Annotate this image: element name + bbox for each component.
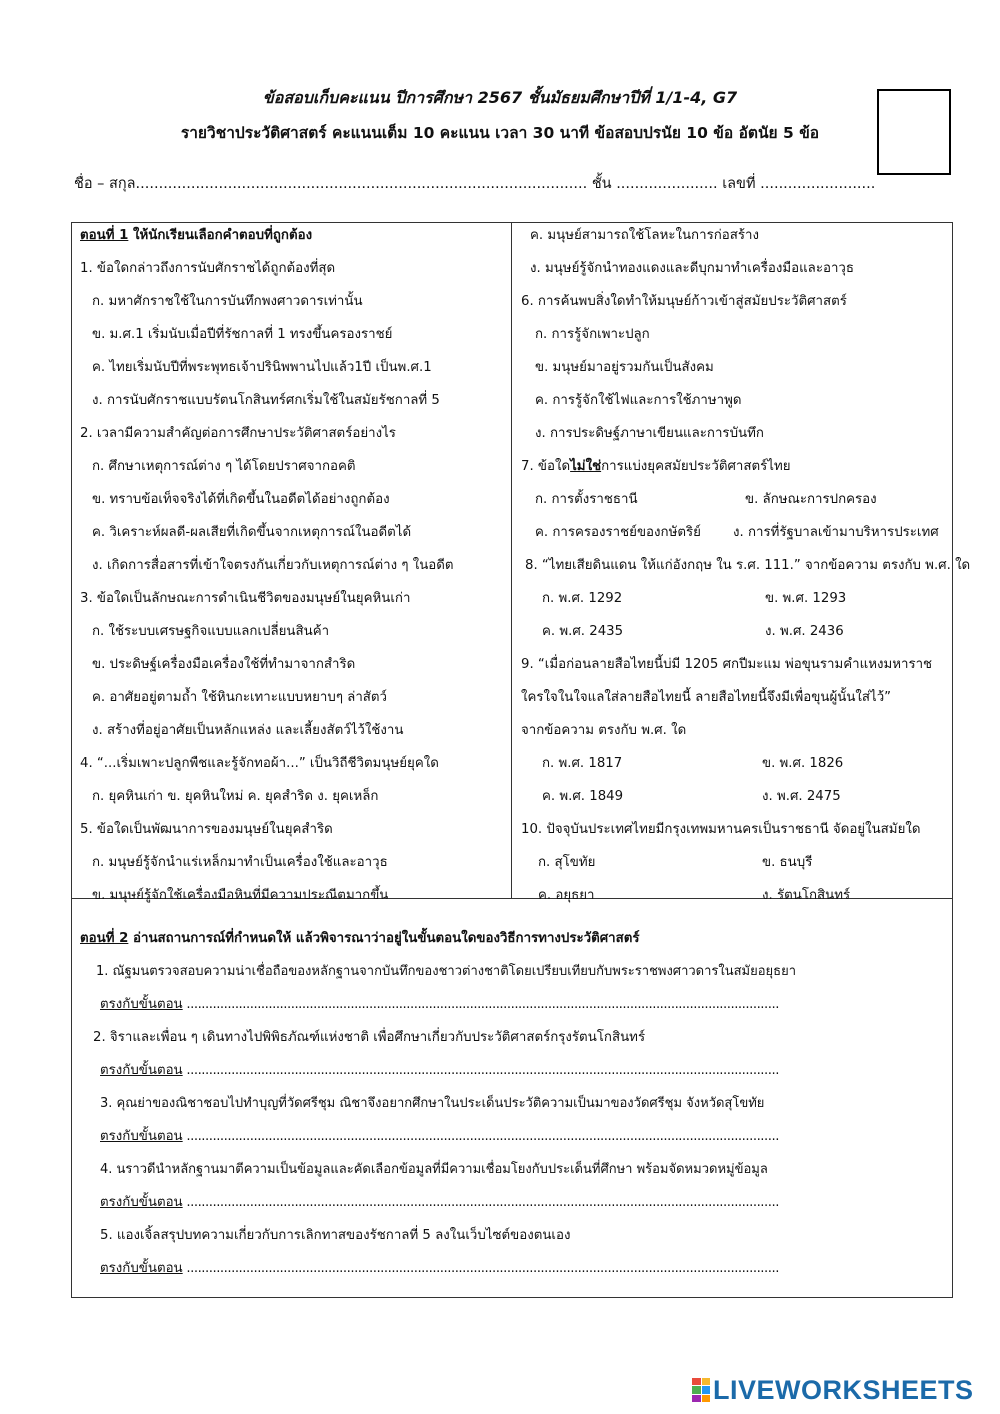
q3-option-c[interactable]: ค. อาศัยอยู่ตามถ้ำ ใช้หินกะเทาะแบบหยาบๆ ล่าสัตว์ [92, 690, 388, 705]
q8-option-d[interactable]: ง. พ.ศ. 2436 [765, 624, 844, 639]
q7-option-c[interactable]: ค. การครองราชย์ของกษัตริย์ [535, 525, 701, 540]
logo-text: LIVEWORKSHEETS [713, 1374, 974, 1405]
q10-option-c[interactable]: ค. อยุธยา [538, 888, 595, 903]
liveworksheets-icon [692, 1378, 710, 1402]
part1-heading: ตอนที่ 1 ให้นักเรียนเลือกคำตอบที่ถูกต้อง [80, 228, 313, 243]
answer-line-2[interactable]: ตรงกับขั้นตอน ............................................................................................................................................................... [100, 1063, 779, 1078]
q6-option-d[interactable]: ง. การประดิษฐ์ภาษาเขียนและการบันทึก [535, 426, 764, 441]
score-box[interactable] [877, 89, 951, 175]
liveworksheets-logo[interactable] [692, 1373, 974, 1407]
q5-option-c[interactable]: ค. มนุษย์สามารถใช้โลหะในการก่อสร้าง [530, 228, 759, 243]
scenario-2: 2. จิราและเพื่อน ๆ เดินทางไปพิพิธภัณฑ์แห่งชาติ เพื่อศึกษาเกี่ยวกับประวัติศาสตร์กรุงรัตนโกสินทร์ [93, 1030, 646, 1045]
question-9-line2: ใครใจในใจแลใส่ลายสือไทยนี้ ลายสือไทยนี้จึงมีเพื่อขุนผู้นั้นใส่ไว้” [521, 690, 892, 705]
q7-option-d[interactable]: ง. การที่รัฐบาลเข้ามาบริหารประเทศ [733, 525, 939, 540]
q2-option-a[interactable]: ก. ศึกษาเหตุการณ์ต่าง ๆ ได้โดยปราศจากอคติ [92, 459, 356, 474]
q8-option-a[interactable]: ก. พ.ศ. 1292 [542, 591, 623, 606]
q3-option-d[interactable]: ง. สร้างที่อยู่อาศัยเป็นหลักแหล่ง และเลี้ยงสัตว์ไว้ใช้งาน [92, 723, 404, 738]
question-2: 2. เวลามีความสำคัญต่อการศึกษาประวัติศาสตร์อย่างไร [80, 426, 396, 441]
q1-option-a[interactable]: ก. มหาศักราชใช้ในการบันทึกพงศาวดารเท่านั้น [92, 294, 363, 309]
q2-option-d[interactable]: ง. เกิดการสื่อสารที่เข้าใจตรงกันเกี่ยวกับเหตุการณ์ต่าง ๆ ในอดีต [92, 558, 454, 573]
answer-line-3[interactable]: ตรงกับขั้นตอน ............................................................................................................................................................... [100, 1129, 779, 1144]
question-8: 8. “ไทยเสียดินแดน ให้แก่อังกฤษ ใน ร.ศ. 111.” จากข้อความ ตรงกับ พ.ศ. ใด [525, 558, 971, 573]
q10-option-a[interactable]: ก. สุโขทัย [538, 855, 596, 870]
q4-options[interactable]: ก. ยุคหินเก่า ข. ยุคหินใหม่ ค. ยุคสำริด ง. ยุคเหล็ก [92, 789, 379, 804]
answer-line-1[interactable]: ตรงกับขั้นตอน ............................................................................................................................................................... [100, 997, 779, 1012]
q2-option-b[interactable]: ข. ทราบข้อเท็จจริงได้ที่เกิดขึ้นในอดีตได้อย่างถูกต้อง [92, 492, 390, 507]
q9-option-b[interactable]: ข. พ.ศ. 1826 [762, 756, 844, 771]
scenario-1: 1. ณัฐมนตรวจสอบความน่าเชื่อถือของหลักฐานจากบันทึกของชาวต่างชาติโดยเปรียบเทียบกับพระราชพงศาวดารในสมัยอยุธยา [96, 964, 797, 979]
q10-option-d[interactable]: ง. รัตนโกสินทร์ [762, 888, 851, 903]
question-9-line3: จากข้อความ ตรงกับ พ.ศ. ใด [521, 723, 687, 738]
q3-option-b[interactable]: ข. ประดิษฐ์เครื่องมือเครื่องใช้ที่ทำมาจากสำริด [92, 657, 356, 672]
q6-option-c[interactable]: ค. การรู้จักใช้ไฟและการใช้ภาษาพูด [535, 393, 742, 408]
part2-heading: ตอนที่ 2 อ่านสถานการณ์ที่กำหนดให้ แล้วพิจารณาว่าอยู่ในขั้นตอนใดของวิธีการทางประวัติศาสตร์ [80, 931, 640, 946]
q3-option-a[interactable]: ก. ใช้ระบบเศรษฐกิจแบบแลกเปลี่ยนสินค้า [92, 624, 330, 639]
q9-option-d[interactable]: ง. พ.ศ. 2475 [762, 789, 841, 804]
question-4: 4. “...เริ่มเพาะปลูกพืชและรู้จักทอผ้า...” เป็นวิถีชีวิตมนุษย์ยุคใด [80, 756, 439, 771]
q5-option-a[interactable]: ก. มนุษย์รู้จักนำแร่เหล็กมาทำเป็นเครื่องใช้และอาวุธ [92, 855, 388, 870]
scenario-5: 5. แองเจิ้ลสรุปบทความเกี่ยวกับการเลิกทาสของรัชกาลที่ 5 ลงในเว็บไซต์ของตนเอง [100, 1228, 571, 1243]
question-3: 3. ข้อใดเป็นลักษณะการดำเนินชีวิตของมนุษย์ในยุคหินเก่า [80, 591, 411, 606]
scenario-3: 3. คุณย่าของณิชาชอบไปทำบุญที่วัดศรีชุม ณิชาจึงอยากศึกษาในประเด็นประวัติความเป็นมาของวัดศรีชุม จังหวัดสุโขทัย [100, 1096, 765, 1111]
q7-option-b[interactable]: ข. ลักษณะการปกครอง [745, 492, 877, 507]
exam-subtitle: รายวิชาประวัติศาสตร์ คะแนนเต็ม 10 คะแนน เวลา 30 นาที ข้อสอบปรนัย 10 ข้อ อัตนัย 5 ข้อ [180, 124, 820, 142]
answer-line-4[interactable]: ตรงกับขั้นตอน ............................................................................................................................................................... [100, 1195, 779, 1210]
question-10: 10. ปัจจุบันประเทศไทยมีกรุงเทพมหานครเป็นราชธานี จัดอยู่ในสมัยใด [521, 822, 921, 837]
q2-option-c[interactable]: ค. วิเคราะห์ผลดี-ผลเสียที่เกิดขึ้นจากเหตุการณ์ในอดีตได้ [92, 525, 412, 540]
q9-option-c[interactable]: ค. พ.ศ. 1849 [542, 789, 624, 804]
q6-option-b[interactable]: ข. มนุษย์มาอยู่รวมกันเป็นสังคม [535, 360, 714, 375]
q5-option-b[interactable]: ข. มนุษย์รู้จักใช้เครื่องมือหินที่มีความประณีตมากขึ้น [92, 888, 389, 903]
q8-option-c[interactable]: ค. พ.ศ. 2435 [542, 624, 624, 639]
answer-line-5[interactable]: ตรงกับขั้นตอน ............................................................................................................................................................... [100, 1261, 779, 1276]
question-7: 7. ข้อใดไม่ใช่การแบ่งยุคสมัยประวัติศาสตร์ไทย [521, 459, 791, 474]
question-1: 1. ข้อใดกล่าวถึงการนับศักราชได้ถูกต้องที่สุด [80, 261, 336, 276]
q8-option-b[interactable]: ข. พ.ศ. 1293 [765, 591, 847, 606]
column-divider [511, 222, 512, 899]
student-info-line[interactable]: ชื่อ – สกุล.................................................................................................. ชั้น ...................... เลขที่ ......................... [74, 176, 876, 192]
q9-option-a[interactable]: ก. พ.ศ. 1817 [542, 756, 623, 771]
q10-option-b[interactable]: ข. ธนบุรี [762, 855, 813, 870]
scenario-4: 4. นราวดีนำหลักฐานมาตีความเป็นข้อมูลและคัดเลือกข้อมูลที่มีความเชื่อมโยงกับประเด็นที่ศึกษา พร้อมจัดหมวดหมู่ข้อมูล [100, 1162, 768, 1177]
question-6: 6. การค้นพบสิ่งใดทำให้มนุษย์ก้าวเข้าสู่สมัยประวัติศาสตร์ [521, 294, 847, 309]
question-5: 5. ข้อใดเป็นพัฒนาการของมนุษย์ในยุคสำริด [80, 822, 333, 837]
question-9-line1: 9. “เมื่อก่อนลายสือไทยนี้บ่มี 1205 ศกปีมะแม พ่อขุนรามคำแหงมหาราช [521, 657, 933, 672]
q1-option-c[interactable]: ค. ไทยเริ่มนับปีที่พระพุทธเจ้าปรินิพพานไปแล้ว1ปี เป็นพ.ศ.1 [92, 360, 432, 375]
q5-option-d[interactable]: ง. มนุษย์รู้จักนำทองแดงและดีบุกมาทำเครื่องมือและอาวุธ [530, 261, 854, 276]
q7-option-a[interactable]: ก. การตั้งราชธานี [535, 492, 638, 507]
q6-option-a[interactable]: ก. การรู้จักเพาะปลูก [535, 327, 650, 342]
q1-option-d[interactable]: ง. การนับศักราชแบบรัตนโกสินทร์ศกเริ่มใช้ในสมัยรัชกาลที่ 5 [92, 393, 440, 408]
exam-title: ข้อสอบเก็บคะแนน ปีการศึกษา 2567 ชั้นมัธยมศึกษาปีที่ 1/1-4, G7 [262, 88, 738, 107]
q1-option-b[interactable]: ข. ม.ศ.1 เริ่มนับเมื่อปีที่รัชกาลที่ 1 ทรงขึ้นครองราชย์ [92, 327, 393, 342]
